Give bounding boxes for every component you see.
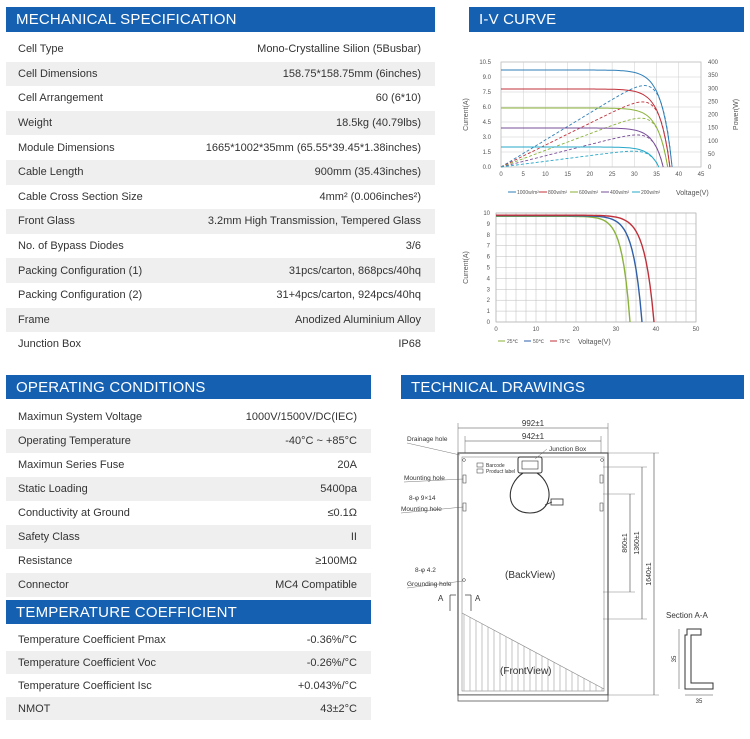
legend-label: 600w/m² bbox=[579, 190, 599, 196]
front-view-label: (FrontView) bbox=[500, 666, 552, 677]
spec-label: Cell Type bbox=[18, 43, 64, 56]
spec-label: Safety Class bbox=[18, 531, 80, 543]
y-tick-label: 1.5 bbox=[482, 150, 491, 156]
iv-title: I-V CURVE bbox=[479, 11, 557, 28]
legend-label: 50℃ bbox=[533, 339, 545, 345]
spec-value: 60 (6*10) bbox=[375, 92, 421, 105]
spec-row bbox=[6, 308, 435, 333]
spec-row bbox=[6, 86, 435, 111]
spec-value: 5400pa bbox=[320, 483, 357, 495]
spec-row bbox=[6, 453, 371, 477]
operating-header bbox=[6, 375, 371, 399]
y-tick-label: 4.5 bbox=[482, 120, 491, 126]
section-marker-left: A bbox=[438, 594, 444, 603]
spec-row bbox=[6, 477, 371, 501]
spec-value: 900mm (35.43inches) bbox=[314, 166, 421, 179]
iv-chart-irradiance bbox=[456, 52, 750, 200]
spec-label: Static Loading bbox=[18, 483, 88, 495]
spec-label: No. of Bypass Diodes bbox=[18, 240, 124, 253]
y2-tick-label: 0 bbox=[708, 165, 712, 171]
y2-tick-label: 250 bbox=[708, 99, 719, 106]
y-tick-label: 6.0 bbox=[482, 105, 491, 111]
spec-value: 43±2°C bbox=[320, 702, 357, 715]
y-tick-label: 8 bbox=[486, 232, 490, 239]
spec-value: 3.2mm High Transmission, Tempered Glass bbox=[207, 215, 421, 228]
y-tick-label: 3.0 bbox=[482, 135, 491, 141]
y2-tick-label: 100 bbox=[708, 138, 719, 145]
legend-label: 1000w/m² bbox=[517, 190, 539, 196]
y-tick-label: 1 bbox=[486, 309, 490, 316]
spec-value: IP68 bbox=[398, 338, 421, 351]
operating-table bbox=[6, 405, 371, 597]
dim-860: 860±1 bbox=[622, 533, 629, 553]
drawings-header bbox=[401, 375, 744, 399]
spec-row bbox=[6, 405, 371, 429]
spec-row bbox=[6, 697, 371, 720]
section-dim-horizontal: 35 bbox=[695, 699, 703, 705]
spec-value: -0.26%/°C bbox=[306, 656, 357, 669]
junction-box bbox=[518, 457, 542, 473]
y-tick-label: 4 bbox=[486, 276, 490, 283]
spec-row bbox=[6, 429, 371, 453]
spec-value: MC4 Compatible bbox=[275, 579, 357, 591]
spec-label: Connector bbox=[18, 579, 69, 591]
spec-row bbox=[6, 628, 371, 651]
spec-value: 3/6 bbox=[405, 240, 421, 253]
spec-label: Cable Cross Section Size bbox=[18, 190, 143, 203]
x-tick-label: 5 bbox=[521, 172, 525, 178]
x-tick-label: 10 bbox=[542, 172, 549, 178]
spec-row bbox=[6, 37, 435, 62]
spec-value: 18.5kg (40.79lbs) bbox=[336, 117, 421, 130]
spec-value: 1000V/1500V/DC(IEC) bbox=[245, 411, 357, 423]
spec-label: Weight bbox=[18, 117, 53, 130]
y2-tick-label: 50 bbox=[708, 151, 715, 158]
spec-value: 31+4pcs/carton, 924pcs/40hq bbox=[276, 289, 421, 302]
technical-drawing bbox=[395, 405, 750, 739]
spec-label: Resistance bbox=[18, 555, 73, 567]
y-tick-label: 9.0 bbox=[482, 75, 491, 81]
spec-label: Junction Box bbox=[18, 338, 81, 351]
y-tick-label: 10 bbox=[483, 211, 490, 217]
spec-label: Frame bbox=[18, 313, 50, 326]
spec-row bbox=[6, 332, 435, 357]
spec-value: 4mm² (0.006inches²) bbox=[319, 190, 421, 203]
spec-row bbox=[6, 501, 371, 525]
spec-label: NMOT bbox=[18, 702, 51, 715]
y2-tick-label: 350 bbox=[708, 73, 719, 80]
y-tick-label: 2 bbox=[486, 298, 490, 305]
grounding-spec-label: 8-φ 4.2 bbox=[415, 567, 436, 574]
iv-chart-temperature bbox=[456, 205, 750, 350]
x-axis-label: Voltage(V) bbox=[578, 339, 611, 346]
spec-value: +0.043%/°C bbox=[297, 679, 357, 692]
spec-label: Cell Arrangement bbox=[18, 92, 103, 105]
spec-value: Anodized Aluminium Alloy bbox=[295, 313, 421, 326]
spec-value: Mono-Crystalline Silion (5Busbar) bbox=[257, 43, 421, 56]
x-tick-label: 20 bbox=[586, 172, 594, 178]
x-tick-label: 40 bbox=[675, 172, 683, 178]
y-tick-label: 7.5 bbox=[482, 90, 491, 96]
spec-value: 31pcs/carton, 868pcs/40hq bbox=[288, 264, 421, 277]
spec-label: Packing Configuration (1) bbox=[18, 264, 143, 277]
x-tick-label: 35 bbox=[653, 172, 660, 178]
x-tick-label: 50 bbox=[692, 327, 700, 333]
spec-row bbox=[6, 283, 435, 308]
spec-row bbox=[6, 62, 435, 87]
legend-label: 200w/m² bbox=[641, 190, 661, 196]
y-axis-label: Current(A) bbox=[463, 98, 470, 131]
spec-value: -0.36%/°C bbox=[306, 633, 357, 646]
y-tick-label: 5 bbox=[486, 265, 490, 272]
x-tick-label: 25 bbox=[608, 172, 616, 178]
drawings-title: TECHNICAL DRAWINGS bbox=[411, 378, 586, 396]
spec-label: Temperature Coefficient Voc bbox=[18, 656, 156, 669]
section-dim-vertical: 35 bbox=[672, 655, 678, 663]
legend-label: 400w/m² bbox=[610, 190, 630, 196]
spec-row bbox=[6, 573, 371, 597]
spec-label: Conductivity at Ground bbox=[18, 507, 130, 519]
y-tick-label: 7 bbox=[486, 243, 490, 250]
spec-label: Module Dimensions bbox=[18, 141, 115, 154]
y2-tick-label: 400 bbox=[708, 60, 719, 66]
legend-label: 25℃ bbox=[507, 339, 519, 345]
x-tick-label: 45 bbox=[697, 172, 705, 178]
x-tick-label: 0 bbox=[499, 172, 503, 178]
x-tick-label: 0 bbox=[494, 327, 498, 333]
spec-label: Temperature Coefficient Isc bbox=[18, 679, 152, 692]
y-axis-label: Current(A) bbox=[463, 251, 470, 284]
x-tick-label: 30 bbox=[612, 327, 620, 333]
y2-tick-label: 150 bbox=[708, 125, 719, 132]
spec-label: Cable Length bbox=[18, 166, 84, 179]
dim-992: 992±1 bbox=[521, 419, 545, 428]
mechanical-table bbox=[6, 37, 435, 357]
dim-1640: 1640±1 bbox=[646, 562, 653, 586]
spec-row bbox=[6, 135, 435, 160]
temperature-table bbox=[6, 628, 371, 720]
legend-label: 75℃ bbox=[559, 339, 571, 345]
dim-1360: 1360±1 bbox=[634, 531, 641, 555]
spec-value: 1665*1002*35mm (65.55*39.45*1.38inches) bbox=[205, 141, 421, 154]
x-tick-label: 15 bbox=[564, 172, 572, 178]
mounting-spec-label: 8-φ 9×14 bbox=[409, 495, 436, 502]
spec-label: Front Glass bbox=[18, 215, 75, 228]
mounting-hole-label-2: Mounting hole bbox=[401, 506, 442, 513]
spec-value: ≥100MΩ bbox=[315, 555, 357, 567]
barcode-label: Barcode bbox=[486, 463, 505, 469]
x-tick-label: 10 bbox=[532, 327, 540, 333]
spec-row bbox=[6, 234, 435, 259]
temperature-title: TEMPERATURE COEFFICIENT bbox=[16, 603, 237, 621]
spec-row bbox=[6, 111, 435, 136]
y2-tick-label: 300 bbox=[708, 86, 719, 93]
spec-label: Packing Configuration (2) bbox=[18, 289, 143, 302]
y-tick-label: 3 bbox=[486, 287, 490, 294]
iv-header bbox=[469, 7, 744, 32]
legend-label: 800w/m² bbox=[548, 190, 568, 196]
back-view-label: (BackView) bbox=[505, 570, 556, 581]
spec-row bbox=[6, 525, 371, 549]
spec-label: Maximun Series Fuse bbox=[18, 459, 125, 471]
spec-label: Maximun System Voltage bbox=[18, 411, 143, 423]
x-tick-label: 20 bbox=[572, 327, 580, 333]
spec-label: Operating Temperature bbox=[18, 435, 131, 447]
spec-value: 20A bbox=[337, 459, 357, 471]
grounding-hole-label: Grounding hole bbox=[407, 581, 452, 588]
plot-area bbox=[501, 62, 701, 167]
spec-label: Cell Dimensions bbox=[18, 67, 98, 80]
section-profile bbox=[685, 629, 713, 689]
spec-row bbox=[6, 185, 435, 210]
temperature-header bbox=[6, 600, 371, 624]
y-tick-label: 10.5 bbox=[479, 60, 491, 66]
y-tick-label: 0.0 bbox=[482, 165, 491, 171]
mechanical-header bbox=[6, 7, 435, 32]
x-axis-label: Voltage(V) bbox=[676, 190, 709, 197]
spec-value: ≤0.1Ω bbox=[327, 507, 357, 519]
drainage-hole-label: Drainage hole bbox=[407, 436, 448, 443]
x-tick-label: 30 bbox=[630, 172, 638, 178]
y2-tick-label: 200 bbox=[708, 112, 719, 119]
section-marker-right: A bbox=[475, 594, 481, 603]
spec-value: 158.75*158.75mm (6inches) bbox=[282, 67, 421, 80]
dim-942: 942±1 bbox=[521, 432, 545, 441]
spec-row bbox=[6, 651, 371, 674]
spec-value: -40°C ~ +85°C bbox=[285, 435, 357, 447]
spec-row bbox=[6, 160, 435, 185]
y2-axis-label: Power(W) bbox=[733, 98, 740, 131]
spec-row bbox=[6, 549, 371, 573]
y-tick-label: 0 bbox=[486, 320, 490, 326]
mounting-hole-label-1: Mounting hole bbox=[404, 475, 445, 482]
spec-row bbox=[6, 674, 371, 697]
y-tick-label: 9 bbox=[486, 221, 490, 228]
product-label: Product label bbox=[486, 469, 516, 475]
junction-box-label: Junction Box bbox=[549, 446, 587, 453]
operating-title: OPERATING CONDITIONS bbox=[16, 378, 206, 396]
spec-label: Temperature Coefficient Pmax bbox=[18, 633, 166, 646]
y-tick-label: 6 bbox=[486, 254, 490, 261]
section-label: Section A-A bbox=[666, 611, 708, 620]
x-tick-label: 40 bbox=[652, 327, 660, 333]
spec-value: II bbox=[350, 531, 357, 543]
spec-row bbox=[6, 209, 435, 234]
spec-row bbox=[6, 258, 435, 283]
mechanical-title: MECHANICAL SPECIFICATION bbox=[16, 11, 237, 28]
